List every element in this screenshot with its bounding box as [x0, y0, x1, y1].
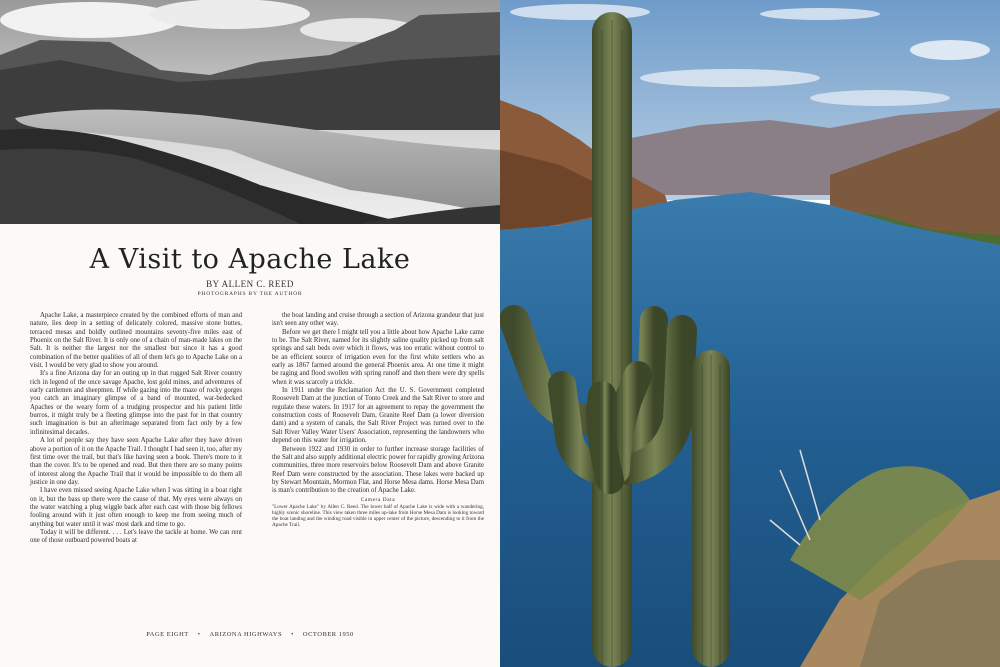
separator-dot: •	[291, 631, 294, 638]
magazine-name: ARIZONA HIGHWAYS	[209, 631, 283, 638]
paragraph: Today it will be different. . . . Let's leave the tackle at home. We can rent one of those outboard powered boats at	[30, 528, 242, 545]
paragraph: the boat landing and cruise through a section of Arizona grandeur that just isn't seen any other way.	[272, 312, 484, 328]
camera-data-heading: Camera Data	[360, 496, 396, 503]
paragraph: Apache Lake, a masterpiece created by the combined efforts of man and nature, lies deep in a setting of delicately colored, massive stone buttes, terraced mesas and boldly outlined mountains seventy-five miles east of Phoenix on the Salt River. It is only one of a chain of man-made lakes on the Salt. It is neither the largest nor the smallest but since it has a good combination of the better qualities of all of them let's go to Apache Lake on a visit. I would be very glad to show you around.	[30, 312, 242, 370]
text-column-1	[30, 312, 242, 546]
article-title: A Visit to Apache Lake	[89, 244, 411, 275]
paragraph: I have even missed seeing Apache Lake when I was sitting in a boat right on it, but the bass up there were the cause of that. My eyes were always on the water watching a plug wiggle back after each cast with those big fellows fooling around with it just often enough to keep me from seeing much of anything but water until it was' most dark and time to go.	[30, 487, 242, 528]
camera-data-caption: "Lower Apache Lake" by Allen C. Reed. The lower half of Apache Lake is wide with a wandering, highly scenic shoreline. This view taken three miles up-lake from Horse Mesa Dam is looking toward the boat landing and the winding road visible in upper center of the picture, descending to it from the Apache Trail.	[272, 503, 484, 528]
paragraph: It's a fine Arizona day for an outing up in that rugged Salt River country rich in legend of the once savage Apache, lost gold mines, and adventures of early cattlemen and sheepmen. If while gazing into the maze of rocky gorges you catch an imaginary glimpse of a band of mounted, war-bedecked Apaches or the weary form of a trudging prospector and his patient little burros, it might truly be a fleeting glimpse into the past for in that country such imagination is but an afterimage separated from fact only by a few infinitesimal decades.	[30, 370, 242, 436]
issue-date: OCTOBER 1950	[302, 631, 354, 638]
black-and-white-lake-photo	[0, 0, 500, 224]
color-saguaro-lake-photo	[500, 0, 1000, 667]
byline: BY ALLEN C. REED	[206, 279, 294, 289]
paragraph: Before we get there I might tell you a little about how Apache Lake came to be. The Salt River, named for its slightly saline quality picked up from salt springs and salt beds over which it flows, was too erratic without control to be an efficient source of irrigation even for the first white settlers who as early as 1867 farmed around the general Phoenix area. At one time it might be raging and flood swollen with spring runoff and then there were dry spells when it was scarcely a trickle.	[272, 328, 484, 386]
page-number: PAGE EIGHT	[146, 631, 189, 638]
paragraph: Between 1922 and 1930 in order to further increase storage facilities of the Salt and also supply additional electric power for rapidly growing Arizona communities, three more reservoirs below Roosevelt Dam and above Granite Reef Dam were constructed by the association. These lakes were backed up by Stewart Mountain, Mormon Flat, and Horse Mesa dams. Horse Mesa Dam is man's contribution to the creation of Apache Lake.	[272, 445, 484, 495]
paragraph: A lot of people say they have seen Apache Lake after they have driven above a portion of it on the Apache Trail. I thought I had seen it, too, after my first time over the trail, but that's like having seen a book. There's more to it than the cover. It's to be opened and read. But then there are so many points of interest along the Apache Trail that it would be impossible to do them all justice in one day.	[30, 437, 242, 486]
paragraph: In 1911 under the Reclamation Act the U. S. Government completed Roosevelt Dam at the junction of Tonto Creek and the Salt River to store and regulate these waters. In 1917 for an agreement to repay the government the construction costs of Roosevelt Dam, Granite Reef Dam (a lower diversion dam) and a system of canals, the Salt River Project was turned over to the Salt River Valley Water Users' Association, representing the landowners who depend on this water for irrigation.	[272, 387, 484, 445]
text-column-2	[272, 312, 484, 528]
separator-dot: •	[197, 631, 201, 638]
page-footer	[0, 631, 500, 638]
photo-credit: PHOTOGRAPHS BY THE AUTHOR	[197, 291, 303, 297]
